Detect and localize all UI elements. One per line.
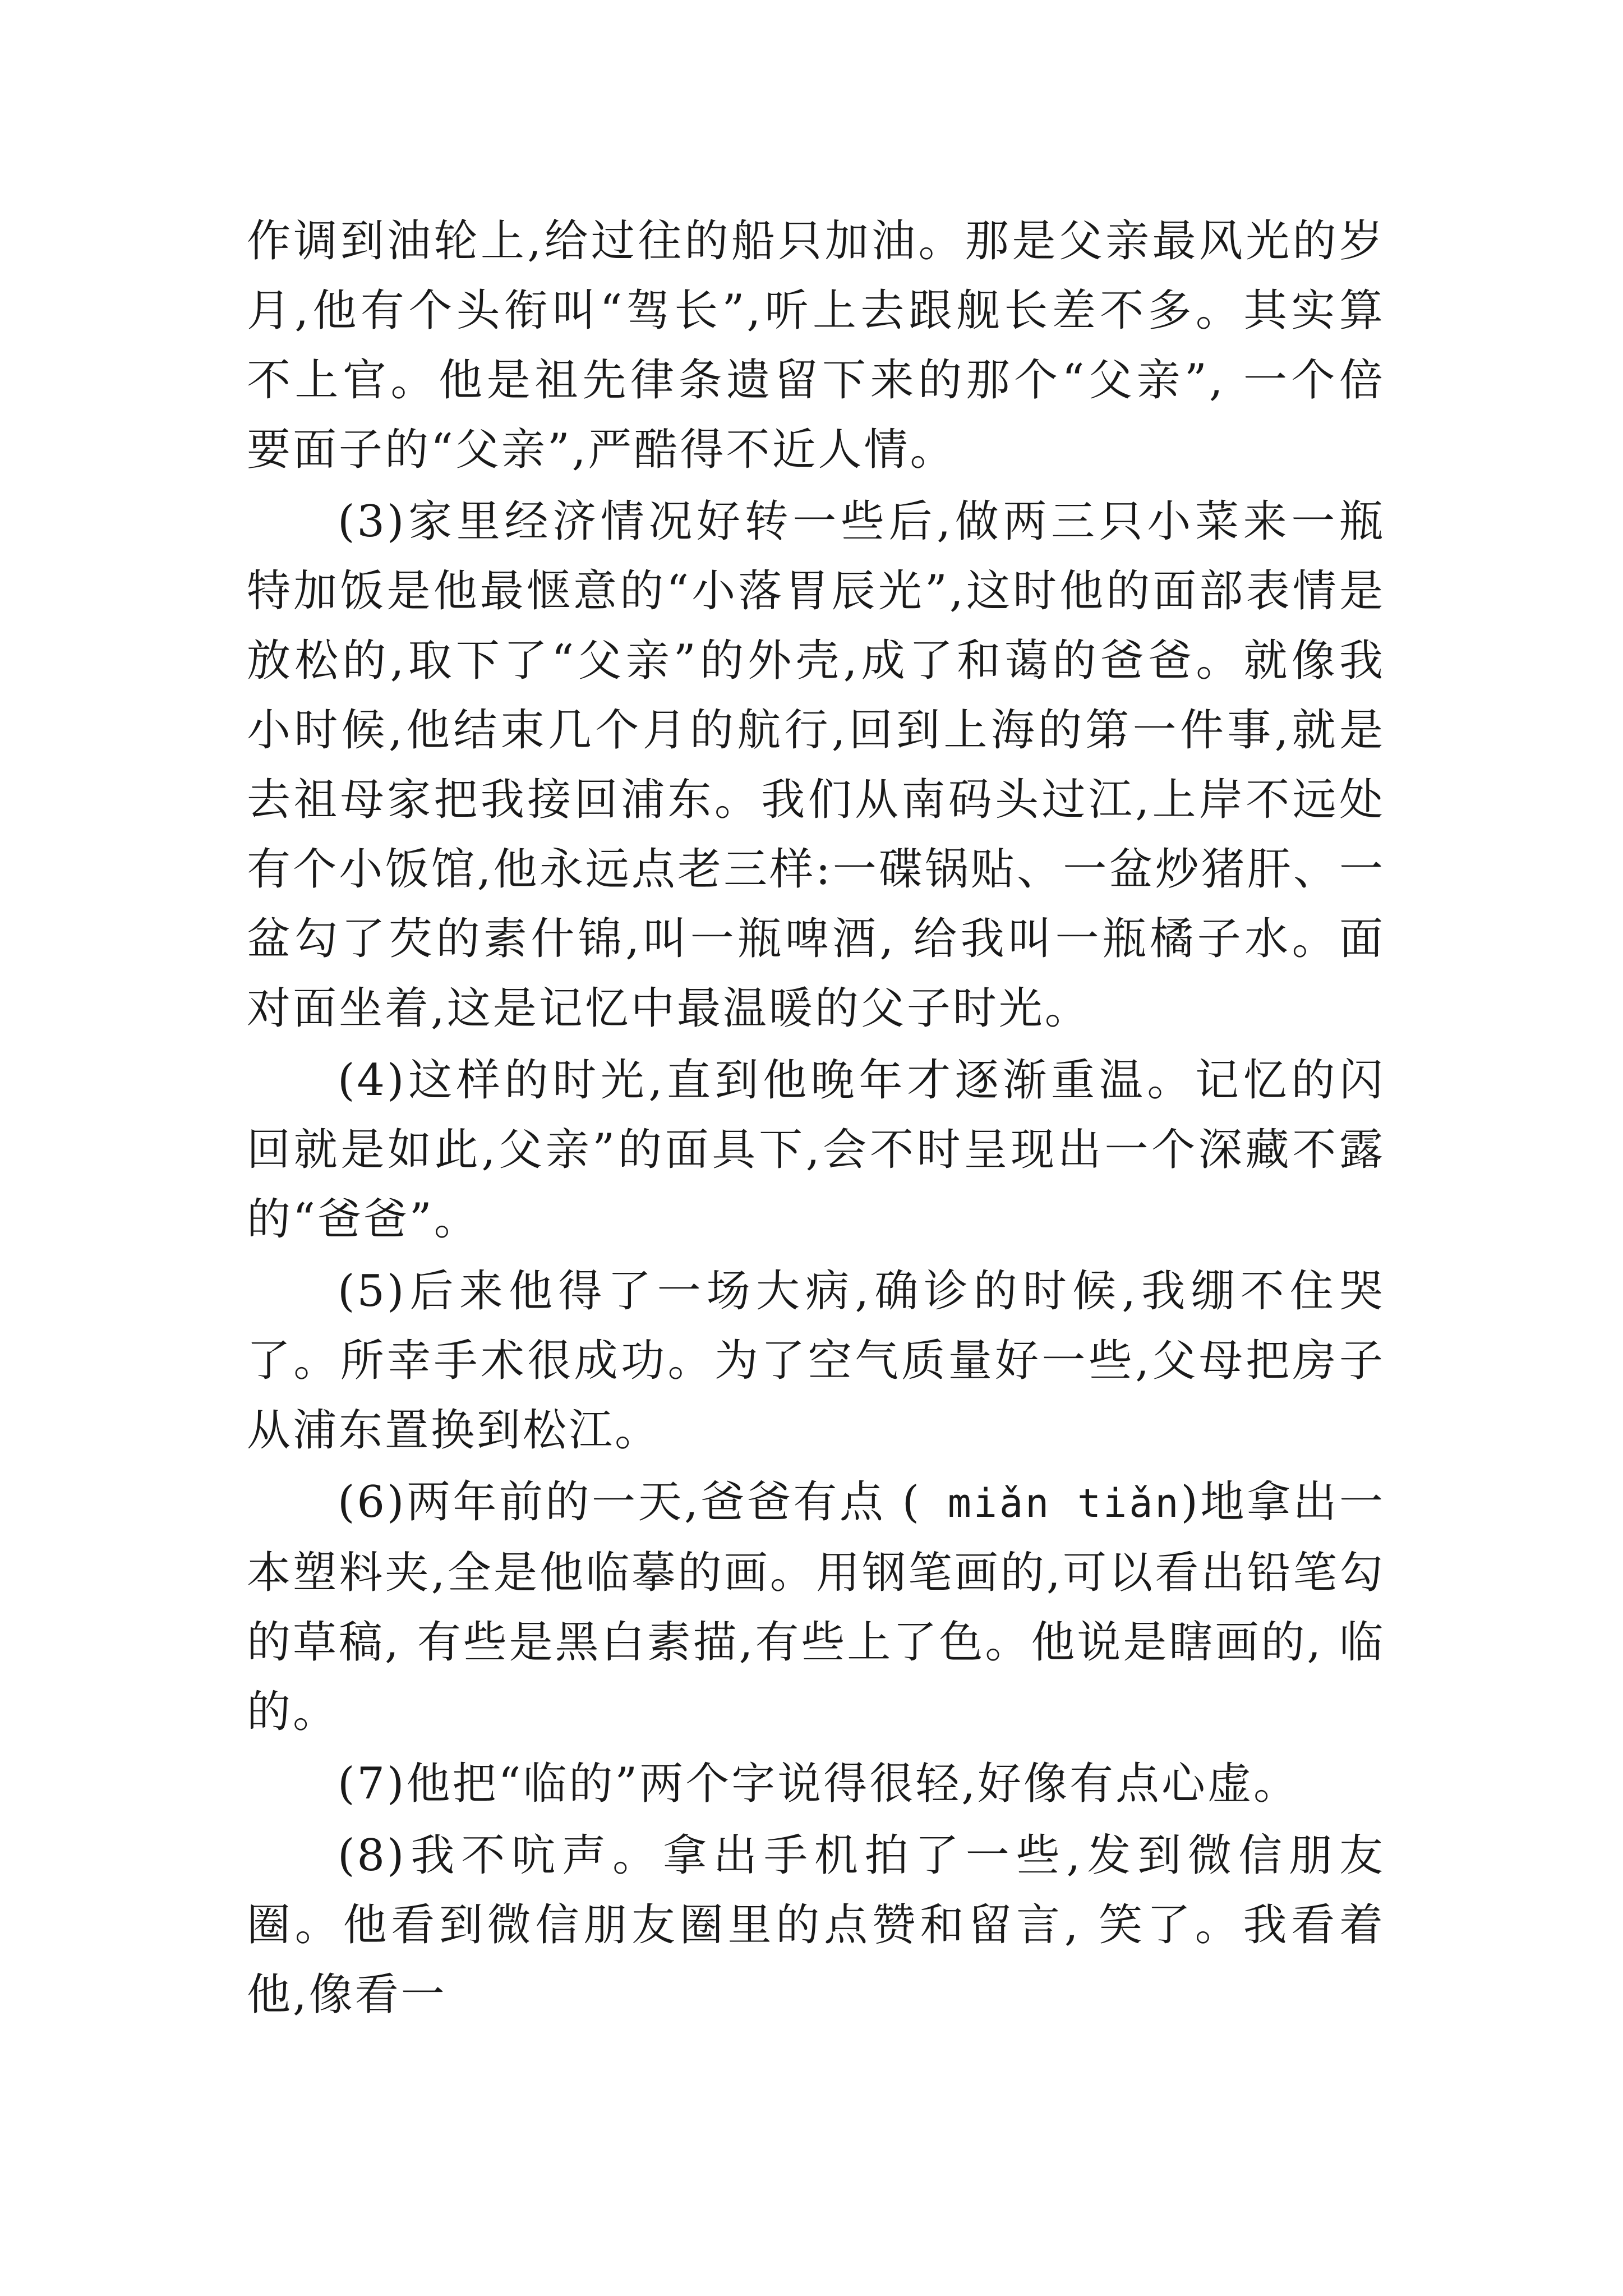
paragraph-7: (7)他把“临的”两个字说得很轻,好像有点心虚。 <box>338 1759 1300 1809</box>
paragraph-8: (8)我不吭声。拿出手机拍了一些,发到微信朋友圈。他看到微信朋友圈里的点赞和留言, 笑了。我看着他,像看一 <box>247 1830 1385 2020</box>
paragraph-4: (4)这样的时光,直到他晚年才逐渐重温。记忆的闪回就是如此,父亲”的面具下,会不时呈现出一个深藏不露的“爸爸”。 <box>247 1055 1385 1245</box>
paragraph-5: (5)后来他得了一场大病,确诊的时候,我绷不住哭了。所幸手术很成功。为了空气质量好一些,父母把房子从浦东置换到松江。 <box>247 1266 1385 1456</box>
pinyin-annotation: miǎn tiǎn <box>921 1480 1181 1526</box>
article-body <box>247 206 1385 2032</box>
paragraph-continued: 作调到油轮上,给过往的船只加油。那是父亲最风光的岁月,他有个头衔叫“驾长”,听上去跟舰长差不多。其实算不上官。他是祖先律条遗留下来的那个“父亲”, 一个倍要面子的“父亲”,严酷得不近人情。 <box>247 216 1385 475</box>
paragraph-6-text-before: (6)两年前的一天,爸爸有点 ( <box>338 1477 922 1527</box>
paragraph-6 <box>247 1467 1385 1747</box>
paragraph-3: (3)家里经济情况好转一些后,做两三只小菜来一瓶特加饭是他最惬意的“小落胃辰光”,这时他的面部表情是放松的,取下了“父亲”的外壳,成了和蔼的爸爸。就像我小时候,他结束几个月的航行,回到上海的第一件事,就是去祖母家把我接回浦东。我们从南码头过江,上岸不远处有个小饭馆,他永远点老三样:一碟锅贴、一盆炒猪肝、一盆勾了芡的素什锦,叫一瓶啤酒, 给我叫一瓶橘子水。面对面坐着,这是记忆中最温暖的父子时光。 <box>247 496 1385 1034</box>
paragraph-6-text-after: )地拿出一本塑料夹,全是他临摹的画。用钢笔画的,可以看出铅笔勾的草稿, 有些是黑白素描,有些上了色。他说是瞎画的, 临的。 <box>247 1477 1386 1737</box>
